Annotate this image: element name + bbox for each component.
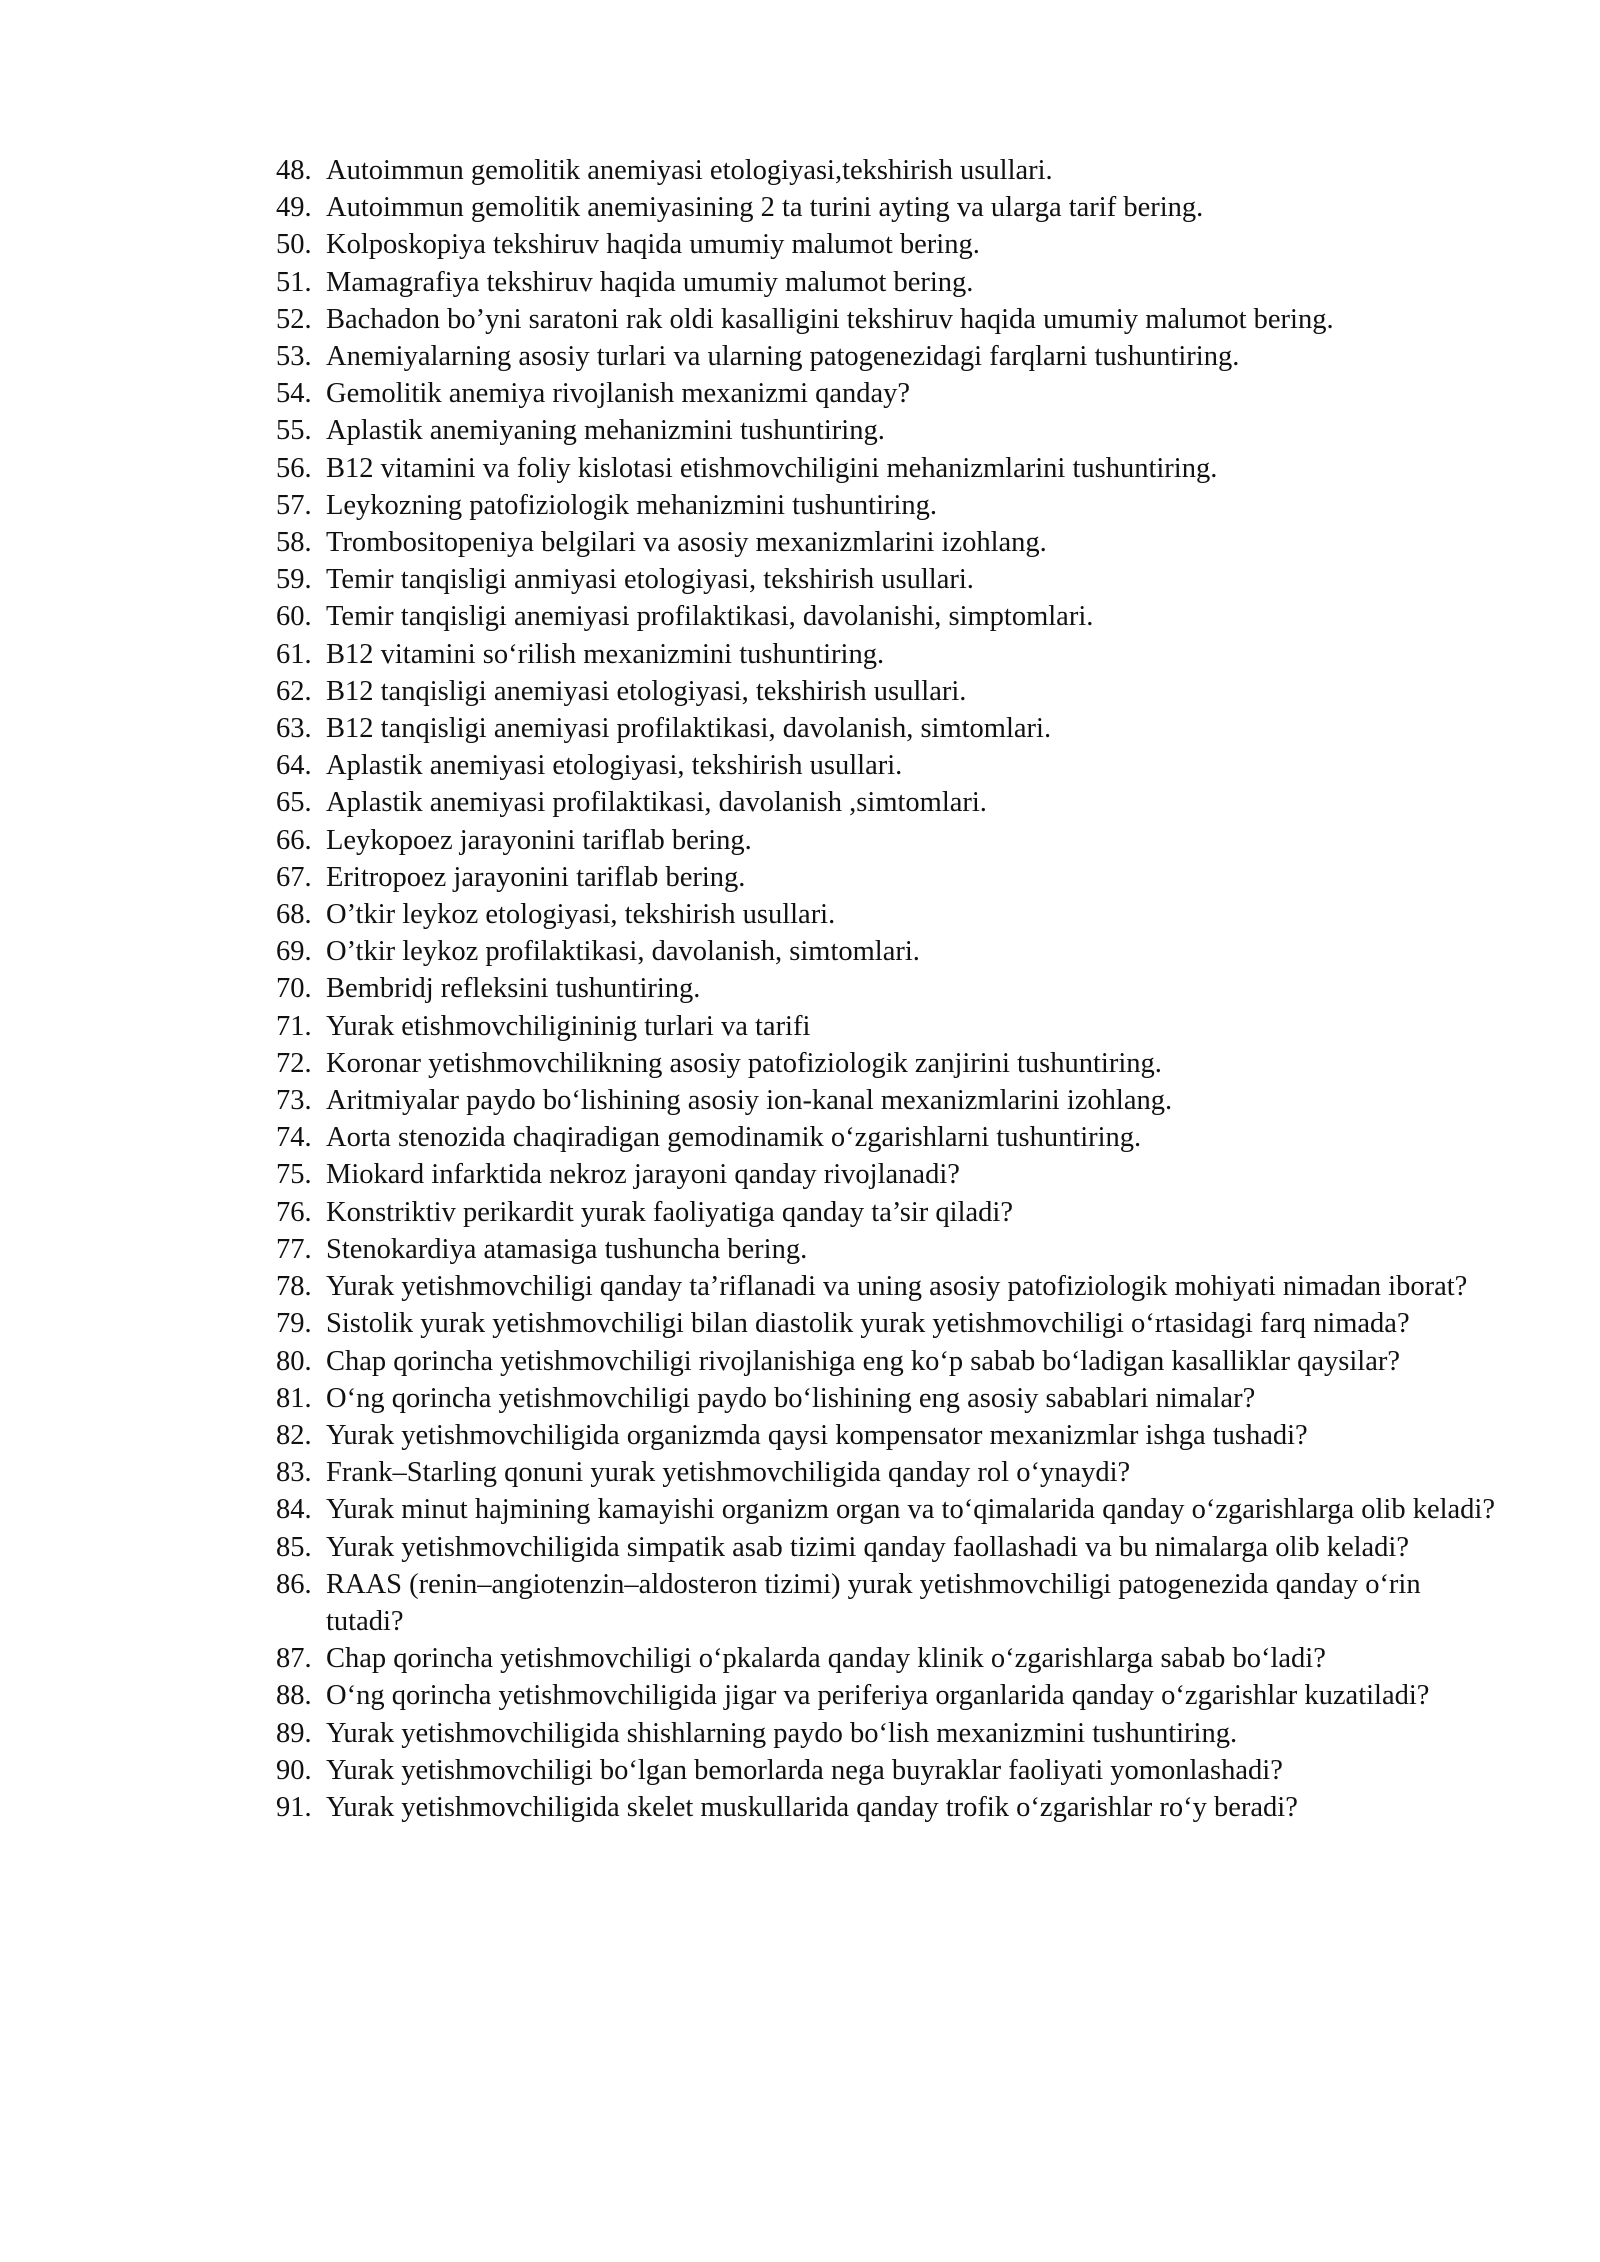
question-number: 61. — [276, 638, 312, 670]
question-number: 80. — [276, 1345, 312, 1377]
question-number: 91. — [276, 1791, 312, 1823]
question-number: 89. — [276, 1717, 312, 1749]
question-item — [276, 152, 1496, 189]
question-text: Aorta stenozida chaqiradigan gemodinamik o‘zgarishlarni tushuntiring. — [326, 1122, 1142, 1154]
question-number: 50. — [276, 229, 312, 261]
question-item — [276, 1677, 1496, 1714]
question-text: B12 tanqisligi anemiyasi profilaktikasi, davolanish, simtomlari. — [326, 713, 1052, 745]
question-number: 70. — [276, 973, 312, 1005]
question-item — [276, 1194, 1496, 1231]
question-number: 51. — [276, 266, 312, 298]
question-item — [276, 1417, 1496, 1454]
question-text: RAAS (renin–angiotenzin–aldosteron tizimi) yurak yetishmovchiligi patogenezida qanday o‘rin tutadi? — [326, 1568, 1421, 1637]
question-text: B12 tanqisligi anemiyasi etologiyasi, tekshirish usullari. — [326, 675, 967, 707]
question-item — [276, 1305, 1496, 1342]
question-number: 62. — [276, 675, 312, 707]
question-number: 56. — [276, 452, 312, 484]
question-number: 68. — [276, 899, 312, 931]
question-text: Mamagrafiya tekshiruv haqida umumiy malumot bering. — [326, 266, 974, 298]
question-item — [276, 896, 1496, 933]
question-number: 78. — [276, 1271, 312, 1303]
question-item — [276, 1752, 1496, 1789]
question-number: 65. — [276, 787, 312, 819]
question-item — [276, 487, 1496, 524]
question-item — [276, 933, 1496, 970]
question-list — [276, 152, 1496, 1826]
question-number: 53. — [276, 341, 312, 373]
question-number: 64. — [276, 750, 312, 782]
question-text: Eritropoez jarayonini tariflab bering. — [326, 861, 746, 893]
question-item — [276, 1454, 1496, 1491]
question-number: 87. — [276, 1643, 312, 1675]
question-item — [276, 1343, 1496, 1380]
question-item — [276, 784, 1496, 821]
question-number: 74. — [276, 1122, 312, 1154]
question-text: Gemolitik anemiya rivojlanish mexanizmi qanday? — [326, 378, 911, 410]
question-text: B12 vitamini va foliy kislotasi etishmovchiligini mehanizmlarini tushuntiring. — [326, 452, 1218, 484]
question-text: Bachadon bo’yni saratoni rak oldi kasalligini tekshiruv haqida umumiy malumot bering. — [326, 303, 1334, 335]
question-item — [276, 598, 1496, 635]
question-text: Aplastik anemiyasi profilaktikasi, davolanish ,simtomlari. — [326, 787, 987, 819]
question-number: 84. — [276, 1494, 312, 1526]
question-text: Kolposkopiya tekshiruv haqida umumiy malumot bering. — [326, 229, 980, 261]
question-number: 85. — [276, 1531, 312, 1563]
question-item — [276, 1566, 1496, 1640]
question-item — [276, 524, 1496, 561]
question-text: Yurak yetishmovchiligida shishlarning paydo bo‘lish mexanizmini tushuntiring. — [326, 1717, 1238, 1749]
question-item — [276, 1789, 1496, 1826]
question-number: 72. — [276, 1047, 312, 1079]
question-text: Yurak yetishmovchiligi qanday ta’riflanadi va uning asosiy patofiziologik mohiyati nimadan iborat? — [326, 1271, 1468, 1303]
question-text: Aplastik anemiyasi etologiyasi, tekshirish usullari. — [326, 750, 903, 782]
question-item — [276, 1529, 1496, 1566]
question-number: 63. — [276, 713, 312, 745]
question-text: Chap qorincha yetishmovchiligi rivojlanishiga eng ko‘p sabab bo‘ladigan kasalliklar qaysilar? — [326, 1345, 1401, 1377]
question-item — [276, 375, 1496, 412]
question-text: Yurak yetishmovchiligida skelet muskullarida qanday trofik o‘zgarishlar ro‘y beradi? — [326, 1791, 1298, 1823]
question-number: 88. — [276, 1680, 312, 1712]
question-text: Miokard infarktida nekroz jarayoni qanday rivojlanadi? — [326, 1159, 960, 1191]
question-text: Yurak etishmovchiligininig turlari va tarifi — [326, 1010, 811, 1042]
question-text: Yurak yetishmovchiligi bo‘lgan bemorlarda nega buyraklar faoliyati yomonlashadi? — [326, 1754, 1283, 1786]
question-number: 81. — [276, 1382, 312, 1414]
question-number: 58. — [276, 527, 312, 559]
question-text: Sistolik yurak yetishmovchiligi bilan diastolik yurak yetishmovchiligi o‘rtasidagi farq nimada? — [326, 1308, 1410, 1340]
question-text: B12 vitamini so‘rilish mexanizmini tushuntiring. — [326, 638, 885, 670]
question-text: Trombositopeniya belgilari va asosiy mexanizmlarini izohlang. — [326, 527, 1047, 559]
question-number: 66. — [276, 824, 312, 856]
question-item — [276, 226, 1496, 263]
question-item — [276, 338, 1496, 375]
question-number: 49. — [276, 192, 312, 224]
question-item — [276, 1008, 1496, 1045]
question-number: 75. — [276, 1159, 312, 1191]
question-number: 55. — [276, 415, 312, 447]
question-text: Autoimmun gemolitik anemiyasining 2 ta turini ayting va ularga tarif bering. — [326, 192, 1204, 224]
question-item — [276, 673, 1496, 710]
question-item — [276, 636, 1496, 673]
question-text: Frank–Starling qonuni yurak yetishmovchiligida qanday rol o‘ynaydi? — [326, 1457, 1131, 1489]
question-item — [276, 189, 1496, 226]
question-item — [276, 1119, 1496, 1156]
question-number: 57. — [276, 489, 312, 521]
question-number: 52. — [276, 303, 312, 335]
question-number: 86. — [276, 1568, 312, 1600]
question-number: 67. — [276, 861, 312, 893]
question-text: Leykopoez jarayonini tariflab bering. — [326, 824, 752, 856]
question-text: O‘ng qorincha yetishmovchiligida jigar va periferiya organlarida qanday o‘zgarishlar kuzatiladi? — [326, 1680, 1430, 1712]
question-number: 48. — [276, 155, 312, 186]
question-number: 54. — [276, 378, 312, 410]
question-text: Yurak yetishmovchiligida simpatik asab tizimi qanday faollashadi va bu nimalarga olib keladi? — [326, 1531, 1409, 1563]
question-number: 73. — [276, 1085, 312, 1117]
question-item — [276, 1156, 1496, 1193]
question-number: 60. — [276, 601, 312, 633]
question-text: O’tkir leykoz profilaktikasi, davolanish, simtomlari. — [326, 936, 920, 968]
question-item — [276, 859, 1496, 896]
question-number: 82. — [276, 1419, 312, 1451]
question-text: Temir tanqisligi anmiyasi etologiyasi, tekshirish usullari. — [326, 564, 974, 596]
question-number: 77. — [276, 1233, 312, 1265]
question-item — [276, 1640, 1496, 1677]
question-number: 59. — [276, 564, 312, 596]
question-item — [276, 970, 1496, 1007]
question-text: Yurak yetishmovchiligida organizmda qaysi kompensator mexanizmlar ishga tushadi? — [326, 1419, 1308, 1451]
question-text: Chap qorincha yetishmovchiligi o‘pkalarda qanday klinik o‘zgarishlarga sabab bo‘ladi? — [326, 1643, 1326, 1675]
question-item — [276, 561, 1496, 598]
question-number: 76. — [276, 1196, 312, 1228]
question-item — [276, 264, 1496, 301]
question-number: 79. — [276, 1308, 312, 1340]
question-number: 69. — [276, 936, 312, 968]
question-number: 90. — [276, 1754, 312, 1786]
question-item — [276, 301, 1496, 338]
question-text: Aritmiyalar paydo bo‘lishining asosiy ion-kanal mexanizmlarini izohlang. — [326, 1085, 1173, 1117]
question-item — [276, 1380, 1496, 1417]
question-item — [276, 1045, 1496, 1082]
question-item — [276, 1491, 1496, 1528]
question-item — [276, 412, 1496, 449]
question-item — [276, 1231, 1496, 1268]
question-text: Konstriktiv perikardit yurak faoliyatiga qanday ta’sir qiladi? — [326, 1196, 1013, 1228]
question-text: Anemiyalarning asosiy turlari va ularning patogenezidagi farqlarni tushuntiring. — [326, 341, 1240, 373]
question-text: Koronar yetishmovchilikning asosiy patofiziologik zanjirini tushuntiring. — [326, 1047, 1162, 1079]
question-item — [276, 747, 1496, 784]
question-item — [276, 1715, 1496, 1752]
question-text: Autoimmun gemolitik anemiyasi etologiyasi,tekshirish usullari. — [326, 155, 1053, 186]
question-item — [276, 710, 1496, 747]
question-item — [276, 1268, 1496, 1305]
question-text: Leykozning patofiziologik mehanizmini tushuntiring. — [326, 489, 938, 521]
question-text: O‘ng qorincha yetishmovchiligi paydo bo‘lishining eng asosiy sabablari nimalar? — [326, 1382, 1256, 1414]
question-text: Temir tanqisligi anemiyasi profilaktikasi, davolanishi, simptomlari. — [326, 601, 1094, 633]
question-number: 71. — [276, 1010, 312, 1042]
question-text: O’tkir leykoz etologiyasi, tekshirish usullari. — [326, 899, 836, 931]
question-item — [276, 1082, 1496, 1119]
question-text: Stenokardiya atamasiga tushuncha bering. — [326, 1233, 808, 1265]
question-text: Bembridj refleksini tushuntiring. — [326, 973, 701, 1005]
question-item — [276, 822, 1496, 859]
question-number: 83. — [276, 1457, 312, 1489]
question-text: Yurak minut hajmining kamayishi organizm organ va to‘qimalarida qanday o‘zgarishlarga olib keladi? — [326, 1494, 1495, 1526]
question-item — [276, 450, 1496, 487]
question-text: Aplastik anemiyaning mehanizmini tushuntiring. — [326, 415, 885, 447]
